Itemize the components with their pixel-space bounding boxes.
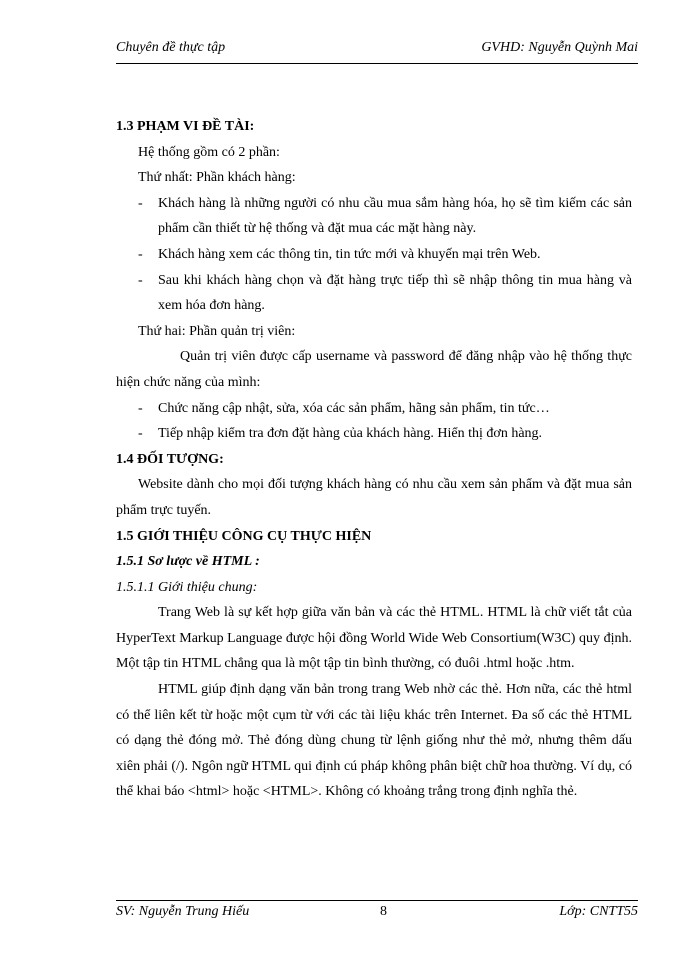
- section-1-4-text: Website dành cho mọi đối tượng khách hàng có nhu cầu xem sản phẩm và đặt mua sản phẩm trực tuyến.: [116, 477, 632, 518]
- subsection-1-5-1-1-title: 1.5.1.1 Giới thiệu chung:: [116, 579, 258, 595]
- html-intro-paragraph-1: Trang Web là sự kết hợp giữa văn bản và các thẻ HTML. HTML là chữ viết tắt của HyperText Markup Language được hội đồng World Wide Web Consortium(W3C) quy định. Một tập tin HTML chẳng qua là một tập tin bình thường, có đuôi .html hoặc .htm.: [116, 605, 632, 672]
- subsection-1-5-1-title: 1.5.1 Sơ lược về HTML :: [116, 554, 260, 570]
- section-1-5-title: 1.5 GIỚI THIỆU CÔNG CỤ THỰC HIỆN: [116, 528, 372, 544]
- list-item: - Sau khi khách hàng chọn và đặt hàng trực tiếp thì sẽ nhập thông tin mua hàng và xem hóa đơn hàng.: [116, 268, 632, 319]
- page-content: [116, 114, 632, 805]
- page-footer: [116, 904, 638, 924]
- section-1-3-title: 1.3 PHẠM VI ĐỀ TÀI:: [116, 119, 255, 134]
- part2-paragraph: Quản trị viên được cấp username và password để đăng nhập vào hệ thống thực hiện chức năng của mình:: [116, 349, 632, 390]
- header-advisor: GVHD: Nguyễn Quỳnh Mai: [481, 40, 638, 55]
- page-number: 8: [380, 904, 387, 919]
- bullet-dash: -: [138, 195, 143, 211]
- header-topic: Chuyên đề thực tập: [116, 40, 226, 55]
- part2-label: Thứ hai: Phần quản trị viên:: [138, 323, 296, 339]
- footer-student: SV: Nguyễn Trung Hiếu: [116, 904, 250, 919]
- bullet-dash: -: [138, 246, 143, 262]
- html-intro-paragraph-2: HTML giúp định dạng văn bản trong trang Web nhờ các thẻ. Hơn nữa, các thẻ html có thể liên kết từ hoặc một cụm từ với các tài liệu khác trên Internet. Đa số các thẻ HTML có dạng thẻ đóng mở. Thẻ đóng dùng chung từ lệnh giống như thẻ mở, nhưng thêm dấu xiên phải (/). Ngôn ngữ HTML qui định cú pháp không phân biệt chữ hoa thường. Ví dụ, có thể khai báo <html> hoặc <HTML>. Không có khoảng trắng trong định nghĩa thẻ.: [116, 682, 632, 800]
- bullet-dash: -: [138, 426, 143, 442]
- part1-label: Thứ nhất: Phần khách hàng:: [138, 170, 296, 186]
- bullet-dash: -: [138, 400, 143, 416]
- section-1-3-intro: Hệ thống gồm có 2 phần:: [138, 144, 280, 160]
- footer-class: Lớp: CNTT55: [559, 904, 638, 919]
- list-item: - Chức năng cập nhật, sửa, xóa các sản phẩm, hãng sản phẩm, tin tức…: [116, 396, 632, 422]
- footer-divider: [116, 900, 638, 901]
- list-item: - Tiếp nhập kiểm tra đơn đặt hàng của khách hàng. Hiển thị đơn hàng.: [116, 421, 632, 447]
- page-header: [116, 40, 638, 60]
- list-item: - Khách hàng xem các thông tin, tin tức mới và khuyến mại trên Web.: [116, 242, 632, 268]
- bullet-dash: -: [138, 272, 143, 288]
- list-item: - Khách hàng là những người có nhu cầu mua sắm hàng hóa, họ sẽ tìm kiếm các sản phẩm cần thiết từ hệ thống và đặt mua các mặt hàng này.: [116, 191, 632, 242]
- section-1-4-title: 1.4 ĐỐI TƯỢNG:: [116, 451, 224, 467]
- header-divider: [116, 63, 638, 64]
